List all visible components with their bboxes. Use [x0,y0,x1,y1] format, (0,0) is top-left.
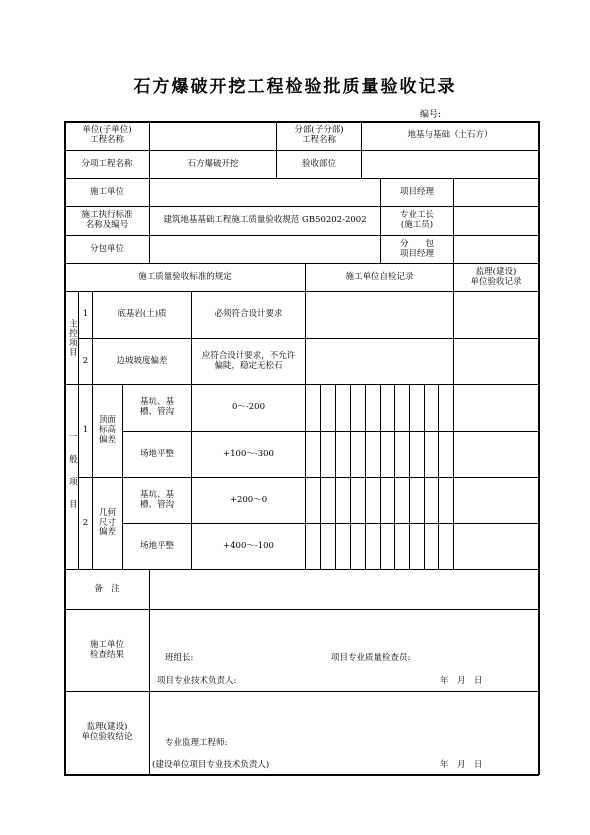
grid-rule [424,384,425,569]
unit-name-field[interactable] [150,122,276,150]
doc-number-label: 编号: [420,110,442,120]
main-item-requirement: 必须符合设计要求 [214,309,283,320]
general-sub-item: 基坑、基 槽、管沟 [139,489,174,510]
grid-rule [394,384,395,569]
construction-result-label: 施工单位 检查结果 [89,639,124,660]
general-group-name: 几何 尺寸 偏差 [98,507,116,538]
main-item-name: 底基岩(土)质 [117,309,167,320]
supervision-result-label: 监理(建设) 单位验收结论 [81,722,133,742]
grid-rule [350,384,351,569]
subcontractor-label: 分包单位 [89,243,124,254]
sub-manager-field[interactable] [454,236,538,263]
general-items-group-label [65,385,78,569]
remarks-field[interactable] [150,570,538,609]
general-sub-item: 场地平整 [139,540,174,551]
standard-value[interactable]: 建筑地基基础工程施工质量验收规范 GB50202-2002 [163,215,367,226]
construction-unit-field[interactable] [150,179,380,206]
owner-representative-label: (建设单位项目专业技术负责人) [152,760,270,771]
general-allowed-value: +400～-100 [223,540,274,551]
unit-name-label: 单位(子单位) 工程名称 [82,125,132,145]
main-item-supervision[interactable] [454,292,538,338]
sub-manager-label: 分 包 项目经理 [399,238,434,259]
general-group-name: 顶面 标高 偏差 [98,415,116,445]
acceptance-part-field[interactable] [362,151,538,178]
main-item-supervision[interactable] [454,339,538,384]
main-item-name: 边坡坡度偏差 [116,355,168,366]
main-item-self-check[interactable] [306,339,453,384]
standard-column-header: 施工质量验收标准的规定 [138,271,232,282]
table-border-bottom [64,774,539,776]
team-leader-label: 班组长: [165,653,194,664]
tech-lead-label: 项目专业技术负责人: [157,676,237,687]
grid-rule [365,384,366,569]
self-check-column-header: 施工单位自检记录 [345,271,414,282]
construction-unit-label: 施工单位 [89,186,124,197]
grid-rule [438,384,439,569]
grid-rule [380,384,381,569]
remarks-label: 备 注 [94,583,120,594]
general-sub-item: 基坑、基 槽、管沟 [139,397,174,417]
construction-date-label: 年 月 日 [440,676,483,687]
general-allowed-value: +100～-300 [223,448,274,459]
subcontractor-field[interactable] [150,236,380,263]
page-title: 石方爆破开挖工程检验批质量验收记录 [133,77,457,97]
grid-rule [335,384,336,569]
project-manager-label: 项目经理 [399,186,434,197]
table-border-right [538,121,540,775]
standard-label: 施工执行标准 名称及编号 [81,210,133,230]
foreman-field[interactable] [454,207,538,235]
acceptance-part-label: 验收部位 [301,158,336,169]
main-items-group-label: 主控项目 [67,319,78,357]
subitem-value[interactable]: 石方爆破开挖 [187,158,239,169]
general-allowed-value: +200～0 [229,494,268,505]
grid-rule [320,384,321,569]
supervision-column-header: 监理(建设) 单位验收记录 [470,266,522,287]
quality-inspector-label: 项目专业质量检查员: [331,653,411,664]
general-group-no: 2 [82,517,89,528]
general-items-group-label-text: 一般项目 [67,432,78,522]
supervision-date-label: 年 月 日 [440,760,483,771]
main-item-self-check[interactable] [306,292,453,338]
general-sub-item: 场地平整 [139,448,174,459]
grid-rule [409,384,410,569]
general-group-no: 1 [82,425,89,436]
subunit-name-value[interactable]: 地基与基础（土石方） [407,130,493,141]
main-item-no: 1 [82,309,89,320]
main-item-no: 2 [82,355,89,366]
supervision-engineer-label: 专业监理工程师: [165,738,228,749]
subunit-name-label: 分部(子分部) 工程名称 [294,125,344,145]
general-allowed-value: 0～-200 [231,402,265,413]
foreman-label: 专业工长 (施工员) [399,210,434,230]
project-manager-field[interactable] [454,179,538,206]
subitem-label: 分项工程名称 [81,158,133,169]
main-item-requirement: 应符合设计要求，不允许 偏陡，稳定无松石 [201,350,296,371]
